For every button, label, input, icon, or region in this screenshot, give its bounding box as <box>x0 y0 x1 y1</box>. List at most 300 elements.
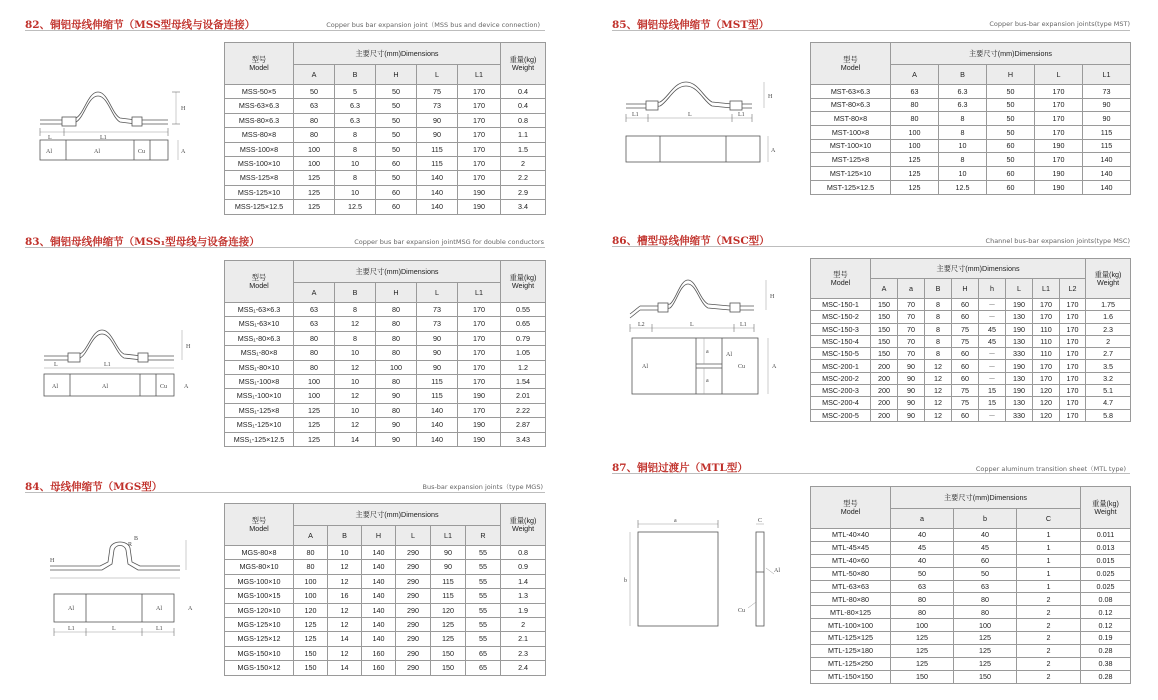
value-cell: 100 <box>294 142 335 156</box>
value-cell: 0.8 <box>501 113 546 127</box>
table-row <box>225 632 546 646</box>
value-cell: 125 <box>294 185 335 199</box>
value-cell: 12 <box>335 360 376 374</box>
value-cell: 2 <box>1017 645 1081 658</box>
value-cell: 100 <box>294 156 335 170</box>
label-al: Al <box>94 149 100 155</box>
header-weight: 重量(kg) Weight <box>501 504 546 546</box>
value-cell: 90 <box>1083 98 1131 112</box>
model-cell: MTL-125×125 <box>811 632 891 645</box>
section-subtitle: Bus-bar expansion joints（type MGS) <box>422 483 543 491</box>
value-cell: 190 <box>458 389 501 403</box>
value-cell: 0.025 <box>1081 580 1131 593</box>
value-cell: 2 <box>1017 593 1081 606</box>
value-cell: 90 <box>417 360 458 374</box>
value-cell: 63 <box>891 580 954 593</box>
value-cell: 10 <box>328 546 362 560</box>
table-row <box>811 335 1131 347</box>
value-cell: 125 <box>954 645 1017 658</box>
table-row <box>225 303 546 317</box>
model-cell: MSC-150-1 <box>811 299 871 311</box>
value-cell: 90 <box>898 360 925 372</box>
column-header: B <box>925 279 952 299</box>
value-cell: 170 <box>458 303 501 317</box>
section-title: 83、铜铝母线伸缩节（MSS₁型母线与设备连接） <box>25 236 260 248</box>
value-cell: 140 <box>362 546 396 560</box>
value-cell: 125 <box>891 167 939 181</box>
value-cell: 170 <box>458 142 501 156</box>
value-cell: 73 <box>417 303 458 317</box>
table-row <box>811 593 1131 606</box>
value-cell: 140 <box>362 603 396 617</box>
model-cell: MTL-125×180 <box>811 645 891 658</box>
value-cell: － <box>979 348 1006 360</box>
value-cell: 50 <box>954 567 1017 580</box>
model-cell: MTL-80×125 <box>811 606 891 619</box>
dim-label-r: R <box>128 542 133 548</box>
table-row <box>811 372 1131 384</box>
spec-table-msc <box>810 258 1131 422</box>
value-cell: 290 <box>396 574 431 588</box>
value-cell: 8 <box>925 299 952 311</box>
value-cell: 10 <box>939 167 987 181</box>
value-cell: 140 <box>1083 180 1131 194</box>
spec-table-mss <box>224 42 546 215</box>
table-row <box>811 385 1131 397</box>
model-cell: MSC-150-5 <box>811 348 871 360</box>
value-cell: 12 <box>925 397 952 409</box>
value-cell: 50 <box>376 99 417 113</box>
value-cell: 90 <box>898 372 925 384</box>
value-cell: 150 <box>431 646 466 660</box>
value-cell: 330 <box>1006 348 1033 360</box>
value-cell: 150 <box>431 661 466 675</box>
dim-label-l1: L1 <box>68 626 75 632</box>
column-header: H <box>952 279 979 299</box>
dim-label-l1: L1 <box>740 322 747 328</box>
value-cell: 2.1 <box>501 632 546 646</box>
value-cell: 115 <box>1083 126 1131 140</box>
value-cell: 55 <box>466 617 501 631</box>
value-cell: 150 <box>871 335 898 347</box>
dim-label-h: H <box>768 94 773 100</box>
value-cell: 8 <box>335 128 376 142</box>
value-cell: 80 <box>376 374 417 388</box>
value-cell: 12 <box>328 603 362 617</box>
value-cell: 170 <box>1035 126 1083 140</box>
table-body <box>811 529 1131 684</box>
column-header: A <box>294 65 335 85</box>
value-cell: 3.2 <box>1086 372 1131 384</box>
dim-label-l: L <box>112 626 116 632</box>
header-dimensions: 主要尺寸(mm)Dimensions <box>294 261 501 283</box>
value-cell: 120 <box>431 603 466 617</box>
section-subtitle: Copper aluminum transition sheet（MTL type) <box>975 465 1126 473</box>
value-cell: － <box>979 409 1006 421</box>
value-cell: 125 <box>294 432 335 446</box>
value-cell: 115 <box>417 389 458 403</box>
column-header: H <box>376 283 417 303</box>
value-cell: 170 <box>1033 311 1060 323</box>
value-cell: － <box>979 360 1006 372</box>
value-cell: 170 <box>458 128 501 142</box>
value-cell: 15 <box>979 397 1006 409</box>
value-cell: 140 <box>362 617 396 631</box>
value-cell: 0.19 <box>1081 632 1131 645</box>
model-cell: MST-125×8 <box>811 153 891 167</box>
table-body <box>811 85 1131 195</box>
value-cell: 70 <box>898 348 925 360</box>
table-row <box>811 529 1131 542</box>
model-cell: MSS₁-100×10 <box>225 389 294 403</box>
header-model: 型号 Model <box>811 43 891 85</box>
value-cell: 170 <box>458 374 501 388</box>
value-cell: 100 <box>891 619 954 632</box>
column-header: L <box>417 283 458 303</box>
column-header: A <box>294 526 328 546</box>
value-cell: 125 <box>294 617 328 631</box>
value-cell: 80 <box>294 346 335 360</box>
value-cell: 290 <box>396 632 431 646</box>
value-cell: 190 <box>1035 180 1083 194</box>
value-cell: 90 <box>417 331 458 345</box>
value-cell: 2.3 <box>1086 323 1131 335</box>
divider <box>612 30 1130 31</box>
label-al: Al <box>642 364 648 370</box>
value-cell: 125 <box>891 645 954 658</box>
value-cell: 120 <box>1033 385 1060 397</box>
column-header: L1 <box>431 526 466 546</box>
model-cell: MTL-50×80 <box>811 567 891 580</box>
value-cell: 190 <box>458 185 501 199</box>
column-header: R <box>466 526 501 546</box>
value-cell: 8 <box>335 142 376 156</box>
value-cell: 290 <box>396 560 431 574</box>
value-cell: 125 <box>891 657 954 670</box>
value-cell: 80 <box>294 128 335 142</box>
value-cell: 55 <box>466 603 501 617</box>
value-cell: 170 <box>1060 360 1086 372</box>
model-cell: MSC-200-4 <box>811 397 871 409</box>
value-cell: 125 <box>954 632 1017 645</box>
divider <box>25 492 545 493</box>
model-cell: MSS₁-63×10 <box>225 317 294 331</box>
value-cell: 60 <box>376 200 417 214</box>
value-cell: 140 <box>417 403 458 417</box>
dim-label-l1: L1 <box>100 135 107 141</box>
model-cell: MGS-80×8 <box>225 546 294 560</box>
value-cell: 130 <box>1006 397 1033 409</box>
value-cell: 60 <box>952 409 979 421</box>
model-cell: MGS-100×15 <box>225 589 294 603</box>
msc-drawing <box>626 276 786 400</box>
table-row <box>811 409 1131 421</box>
value-cell: 63 <box>294 317 335 331</box>
value-cell: 200 <box>871 409 898 421</box>
value-cell: 125 <box>294 418 335 432</box>
table-row <box>811 567 1131 580</box>
value-cell: 170 <box>1060 311 1086 323</box>
table-row <box>811 580 1131 593</box>
value-cell: 45 <box>979 323 1006 335</box>
table-row <box>225 418 546 432</box>
value-cell: 150 <box>871 299 898 311</box>
mtl-drawing <box>624 512 790 630</box>
value-cell: 10 <box>335 374 376 388</box>
mss1-drawing <box>40 326 194 402</box>
value-cell: 1 <box>1017 554 1081 567</box>
value-cell: 60 <box>987 167 1035 181</box>
header-dimensions: 主要尺寸(mm)Dimensions <box>891 43 1131 65</box>
model-cell: MSS-80×8 <box>225 128 294 142</box>
value-cell: 0.55 <box>501 303 546 317</box>
value-cell: 1.5 <box>501 142 546 156</box>
model-cell: MGS-100×10 <box>225 574 294 588</box>
value-cell: 50 <box>891 567 954 580</box>
dim-label-h: H <box>181 106 186 112</box>
column-header: B <box>939 65 987 85</box>
value-cell: 115 <box>1083 139 1131 153</box>
value-cell: 140 <box>1083 167 1131 181</box>
model-cell: MSC-150-2 <box>811 311 871 323</box>
value-cell: 2 <box>1017 619 1081 632</box>
table-row <box>811 323 1131 335</box>
dim-label-l1: L1 <box>738 112 745 118</box>
value-cell: 80 <box>294 113 335 127</box>
value-cell: 50 <box>376 142 417 156</box>
value-cell: 70 <box>898 323 925 335</box>
value-cell: 140 <box>362 589 396 603</box>
value-cell: 0.4 <box>501 99 546 113</box>
value-cell: 80 <box>294 331 335 345</box>
table-row <box>811 299 1131 311</box>
column-header: a <box>891 509 954 529</box>
value-cell: 55 <box>466 574 501 588</box>
value-cell: 110 <box>1033 323 1060 335</box>
value-cell: 290 <box>396 646 431 660</box>
value-cell: 170 <box>1060 348 1086 360</box>
column-header: H <box>987 65 1035 85</box>
table-row <box>225 346 546 360</box>
model-cell: MSS-80×6.3 <box>225 113 294 127</box>
value-cell: 2 <box>501 617 546 631</box>
value-cell: 45 <box>979 335 1006 347</box>
model-cell: MST-80×8 <box>811 112 891 126</box>
value-cell: 16 <box>328 589 362 603</box>
value-cell: 40 <box>954 529 1017 542</box>
table-row <box>225 374 546 388</box>
table-row <box>811 85 1131 99</box>
value-cell: 2 <box>1017 670 1081 683</box>
value-cell: 160 <box>362 646 396 660</box>
value-cell: 115 <box>417 156 458 170</box>
divider <box>612 473 1130 474</box>
table-body <box>225 85 546 215</box>
model-cell: MSS₁-80×10 <box>225 360 294 374</box>
value-cell: 90 <box>898 397 925 409</box>
value-cell: 10 <box>335 346 376 360</box>
column-header: L <box>1035 65 1083 85</box>
table-row <box>811 619 1131 632</box>
value-cell: 190 <box>1035 139 1083 153</box>
value-cell: 125 <box>294 200 335 214</box>
value-cell: 140 <box>417 185 458 199</box>
value-cell: 190 <box>1006 385 1033 397</box>
value-cell: 130 <box>1006 335 1033 347</box>
table-row <box>811 98 1131 112</box>
value-cell: 75 <box>952 397 979 409</box>
label-al: Al <box>68 606 74 612</box>
model-cell: MST-63×6.3 <box>811 85 891 99</box>
value-cell: 12 <box>335 317 376 331</box>
model-cell: MSS-63×6.3 <box>225 99 294 113</box>
value-cell: 45 <box>891 541 954 554</box>
value-cell: 115 <box>431 589 466 603</box>
table-row <box>225 661 546 675</box>
header-model: 型号 Model <box>811 487 891 529</box>
model-cell: MSC-150-3 <box>811 323 871 335</box>
table-row <box>225 646 546 660</box>
value-cell: 2 <box>501 156 546 170</box>
table-row <box>225 389 546 403</box>
column-header: B <box>335 283 376 303</box>
value-cell: 115 <box>431 574 466 588</box>
value-cell: 70 <box>898 299 925 311</box>
column-header: B <box>335 65 376 85</box>
label-cu: Cu <box>160 384 168 390</box>
value-cell: 2 <box>1086 335 1131 347</box>
value-cell: 2.01 <box>501 389 546 403</box>
value-cell: 170 <box>458 85 501 99</box>
model-cell: MGS-80×10 <box>225 560 294 574</box>
value-cell: 100 <box>891 126 939 140</box>
table-row <box>811 541 1131 554</box>
value-cell: 140 <box>362 574 396 588</box>
value-cell: 80 <box>376 331 417 345</box>
value-cell: 63 <box>954 580 1017 593</box>
value-cell: 10 <box>939 139 987 153</box>
value-cell: 190 <box>458 200 501 214</box>
label-al: Al <box>726 352 732 358</box>
value-cell: 100 <box>891 139 939 153</box>
header-weight: 重量(kg) Weight <box>1086 259 1131 299</box>
value-cell: 2.9 <box>501 185 546 199</box>
dim-label-a: a <box>674 518 677 524</box>
value-cell: 100 <box>954 619 1017 632</box>
value-cell: 115 <box>417 374 458 388</box>
value-cell: 125 <box>294 171 335 185</box>
value-cell: 1.3 <box>501 589 546 603</box>
value-cell: 190 <box>458 418 501 432</box>
value-cell: 5.8 <box>1086 409 1131 421</box>
value-cell: 170 <box>1060 299 1086 311</box>
dim-label-a-small: a <box>706 378 709 384</box>
value-cell: 170 <box>458 346 501 360</box>
value-cell: 170 <box>458 360 501 374</box>
value-cell: 50 <box>376 85 417 99</box>
value-cell: 190 <box>1006 299 1033 311</box>
value-cell: 140 <box>362 560 396 574</box>
table-row <box>811 360 1131 372</box>
value-cell: 290 <box>396 661 431 675</box>
table-row <box>225 574 546 588</box>
value-cell: － <box>979 311 1006 323</box>
table-row <box>225 546 546 560</box>
header-model: 型号 Model <box>225 43 294 85</box>
label-cu: Cu <box>738 608 746 614</box>
value-cell: 0.025 <box>1081 567 1131 580</box>
value-cell: 100 <box>294 574 328 588</box>
column-header: b <box>954 509 1017 529</box>
label-al: Al <box>46 149 52 155</box>
value-cell: 80 <box>376 403 417 417</box>
value-cell: 8 <box>939 126 987 140</box>
value-cell: 170 <box>458 171 501 185</box>
value-cell: 75 <box>952 385 979 397</box>
value-cell: 200 <box>871 385 898 397</box>
value-cell: 80 <box>891 593 954 606</box>
value-cell: 100 <box>376 360 417 374</box>
value-cell: 1.1 <box>501 128 546 142</box>
value-cell: 8 <box>939 112 987 126</box>
column-header: B <box>328 526 362 546</box>
value-cell: 6.3 <box>939 98 987 112</box>
value-cell: 0.4 <box>501 85 546 99</box>
value-cell: 1 <box>1017 529 1081 542</box>
value-cell: 2.2 <box>501 171 546 185</box>
model-cell: MTL-45×45 <box>811 541 891 554</box>
model-cell: MTL-150×150 <box>811 670 891 683</box>
dim-label-l: L <box>690 322 694 328</box>
value-cell: 160 <box>362 661 396 675</box>
value-cell: 12 <box>925 372 952 384</box>
value-cell: 170 <box>458 113 501 127</box>
label-al: Al <box>774 568 780 574</box>
value-cell: 125 <box>954 657 1017 670</box>
value-cell: 170 <box>1060 409 1086 421</box>
label-cu: Cu <box>738 364 746 370</box>
value-cell: 60 <box>987 139 1035 153</box>
table-row <box>225 185 546 199</box>
model-cell: MSC-200-2 <box>811 372 871 384</box>
table-row <box>225 331 546 345</box>
value-cell: 8 <box>925 335 952 347</box>
value-cell: 65 <box>466 661 501 675</box>
value-cell: 55 <box>466 632 501 646</box>
value-cell: 150 <box>871 311 898 323</box>
value-cell: 1 <box>1017 541 1081 554</box>
value-cell: 190 <box>458 432 501 446</box>
table-row <box>811 670 1131 683</box>
value-cell: 2.22 <box>501 403 546 417</box>
value-cell: 170 <box>1060 335 1086 347</box>
value-cell: 50 <box>987 98 1035 112</box>
table-row <box>225 113 546 127</box>
section-subtitle: Copper bus bar expansion jointMSG for double conductors <box>354 238 544 246</box>
value-cell: 170 <box>1060 385 1086 397</box>
value-cell: 170 <box>1033 360 1060 372</box>
value-cell: 170 <box>1035 98 1083 112</box>
value-cell: 170 <box>458 403 501 417</box>
model-cell: MSS₁-125×10 <box>225 418 294 432</box>
value-cell: 12.5 <box>939 180 987 194</box>
value-cell: 150 <box>954 670 1017 683</box>
value-cell: 125 <box>431 632 466 646</box>
dim-label-b: b <box>624 578 627 584</box>
column-header: a <box>898 279 925 299</box>
model-cell: MSC-200-3 <box>811 385 871 397</box>
value-cell: 1.2 <box>501 360 546 374</box>
